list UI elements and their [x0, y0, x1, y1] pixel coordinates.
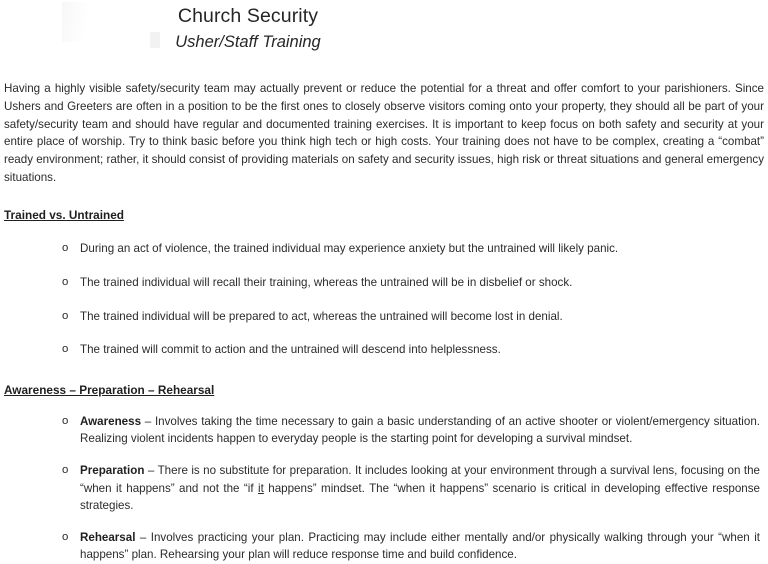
spell-flagged-word: it — [258, 481, 264, 495]
list-item-lead-in: Rehearsal — [80, 530, 136, 544]
bullet-marker-icon: o — [62, 530, 69, 543]
bullet-marker-icon: o — [62, 309, 69, 322]
list-item-text: – Involves practicing your plan. Practicing may include either mentally and/or physically walking through your “when it happens” plan. Rehearsing your plan will reduce response time and build confidence. — [80, 530, 760, 562]
list-item-text: The trained will commit to action and the untrained will descend into helplessness. — [80, 343, 501, 357]
list-item-lead-in: Preparation — [80, 464, 145, 477]
document-body — [0, 53, 768, 564]
list-item — [4, 274, 764, 292]
page-subtitle: Usher/Staff Training — [175, 33, 321, 52]
intro-paragraph: Having a highly visible safety/security team may actually prevent or reduce the potential for a threat and offer comfort to your parishioners. Since Ushers and Greeters are often in a position to be the first ones to closely observe visitors coming onto your property, they should all be part of your safety/security team and should have regular and documented training exercises. It is important to keep focus on both safety and security at your entire place of worship. Try to think basic before you think high tech or high costs. Your training does not have to be complex, creating a “combat” ready environment; rather, it should consist of providing materials on safety and security issues, high risk or threat situations and general emergency situations. — [4, 82, 764, 184]
list-item-text: During an act of violence, the trained individual may experience anxiety but the untrained will likely panic. — [80, 242, 619, 256]
list-item — [4, 462, 764, 515]
list-item — [4, 413, 764, 448]
list-item-text: – Involves taking the time necessary to gain a basic understanding of an active shooter or violent/emergency situation. Realizing violent incidents happen to everyday people is the starting point for developing a survival mindset. — [80, 414, 760, 446]
list-item-text-before: – There is no substitute for preparation. It includes looking at your environment through a survival lens, focusing on the “when it happens” and not the “if — [80, 464, 760, 495]
bullet-marker-icon: o — [62, 343, 69, 356]
bullet-list-awareness-preparation-rehearsal — [4, 413, 764, 564]
bullet-marker-icon: o — [62, 464, 69, 476]
section-heading-trained-vs-untrained: Trained vs. Untrained — [4, 208, 124, 223]
section-awareness-preparation-rehearsal — [4, 359, 764, 564]
section-heading-row-1 — [4, 186, 764, 224]
document-header — [0, 0, 496, 53]
list-item — [4, 529, 764, 564]
section-heading-row-2 — [4, 359, 764, 399]
page-title: Church Security — [177, 5, 319, 27]
list-item-text: The trained individual will recall their training, whereas the untrained will be in disbelief or shock. — [80, 276, 573, 290]
bullet-list-trained-vs-untrained — [4, 240, 764, 358]
section-trained-vs-untrained — [4, 186, 764, 358]
list-item-text-after: happens” mindset. The “when it happens” scenario is critical in developing effective response strategies. — [80, 481, 760, 513]
list-item — [4, 308, 764, 326]
bullet-marker-icon: o — [62, 242, 69, 255]
section-heading-awareness-preparation-rehearsal: Awareness – Preparation – Rehearsal — [4, 382, 215, 397]
list-item — [4, 240, 764, 258]
list-item-lead-in: Awareness — [80, 414, 142, 428]
list-item — [4, 341, 764, 359]
bullet-marker-icon: o — [62, 276, 69, 289]
list-item-text: The trained individual will be prepared to act, whereas the untrained will become lost in denial. — [80, 309, 563, 323]
bullet-marker-icon: o — [62, 414, 69, 427]
